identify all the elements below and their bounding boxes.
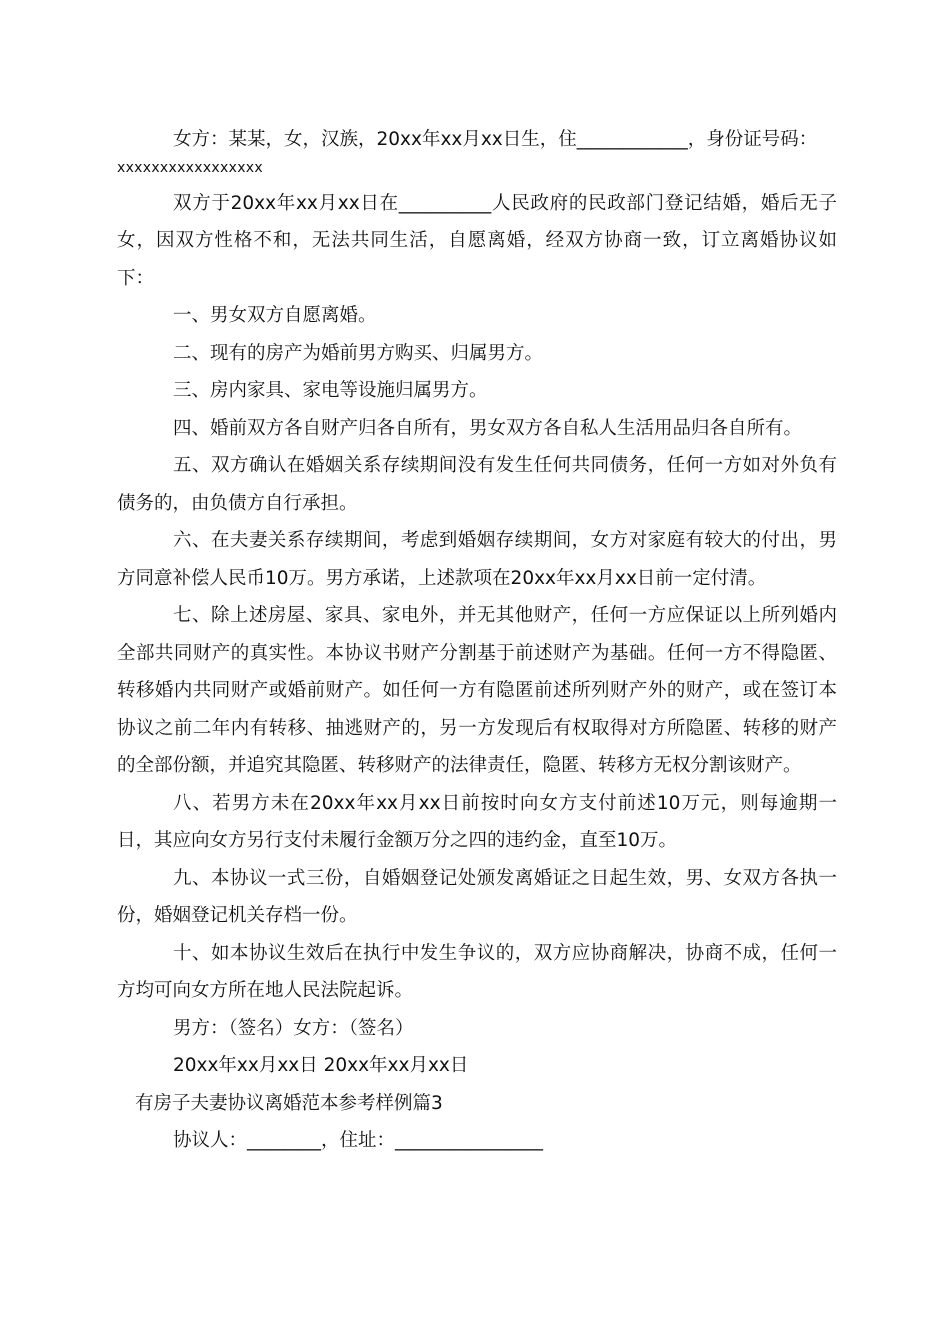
document-body: [117, 121, 837, 1160]
clause-9: 九、本协议一式三份，自婚姻登记处颁发离婚证之日起生效，男、女双方各执一份，婚姻登记机关存档一份。: [117, 867, 837, 926]
clause-4: 四、婚前双方各自财产归各自所有，男女双方各自私人生活用品归各自所有。: [173, 417, 803, 439]
clause-10: 十、如本协议生效后在执行中发生争议的，双方应协商解决，协商不成，任何一方均可向女方所在地人民法院起诉。: [117, 942, 837, 1001]
preamble-paragraph: 双方于20xx年xx月xx日在__________人民政府的民政部门登记结婚，婚后无子女，因双方性格不和，无法共同生活，自愿离婚，经双方协商一致，订立离婚协议如下：: [117, 192, 837, 289]
clause-3: 三、房内家具、家电等设施归属男方。: [173, 380, 488, 401]
clause-5: 五、双方确认在婚姻关系存续期间没有发生任何共同债务，任何一方如对外负有债务的，由负债方自行承担。: [117, 455, 837, 514]
party-female-info: 女方：某某，女，汉族，20xx年xx月xx日生，住____________，身份证号码：: [173, 129, 818, 150]
signature-line: 男方：（签名）女方：（签名）: [173, 1017, 414, 1039]
clause-7: 七、除上述房屋、家具、家电外，并无其他财产，任何一方应保证以上所列婚内全部共同财产的真实性。本协议书财产分割基于前述财产为基础。任何一方不得隐匿、转移婚内共同财产或婚前财产。如任何一方有隐匿前述所列财产外的财产，或在签订本协议之前二年内有转移、抽逃财产的，另一方发现后有权取得对方所隐匿、转移的财产的全部份额，并追究其隐匿、转移财产的法律责任，隐匿、转移方无权分割该财产。: [117, 605, 837, 776]
clause-2: 二、现有的房产为婚前男方购买、归属男方。: [173, 342, 544, 364]
id-number: xxxxxxxxxxxxxxxxx: [117, 159, 263, 176]
date-line: 20xx年xx月xx日 20xx年xx月xx日: [173, 1055, 469, 1076]
clause-6: 六、在夫妻关系存续期间，考虑到婚姻存续期间，女方对家庭有较大的付出，男方同意补偿人民币10万。男方承诺，上述款项在20xx年xx月xx日前一定付清。: [117, 530, 837, 589]
section-heading: 有房子夫妻协议离婚范本参考样例篇3: [135, 1092, 443, 1114]
clause-8: 八、若男方未在20xx年xx月xx日前按时向女方支付前述10万元，则每逾期一日，其应向女方另行支付未履行金额万分之四的违约金，直至10万。: [117, 792, 837, 851]
party-info-line: 协议人：________，住址：________________: [173, 1130, 544, 1151]
clause-1: 一、男女双方自愿离婚。: [173, 305, 377, 326]
